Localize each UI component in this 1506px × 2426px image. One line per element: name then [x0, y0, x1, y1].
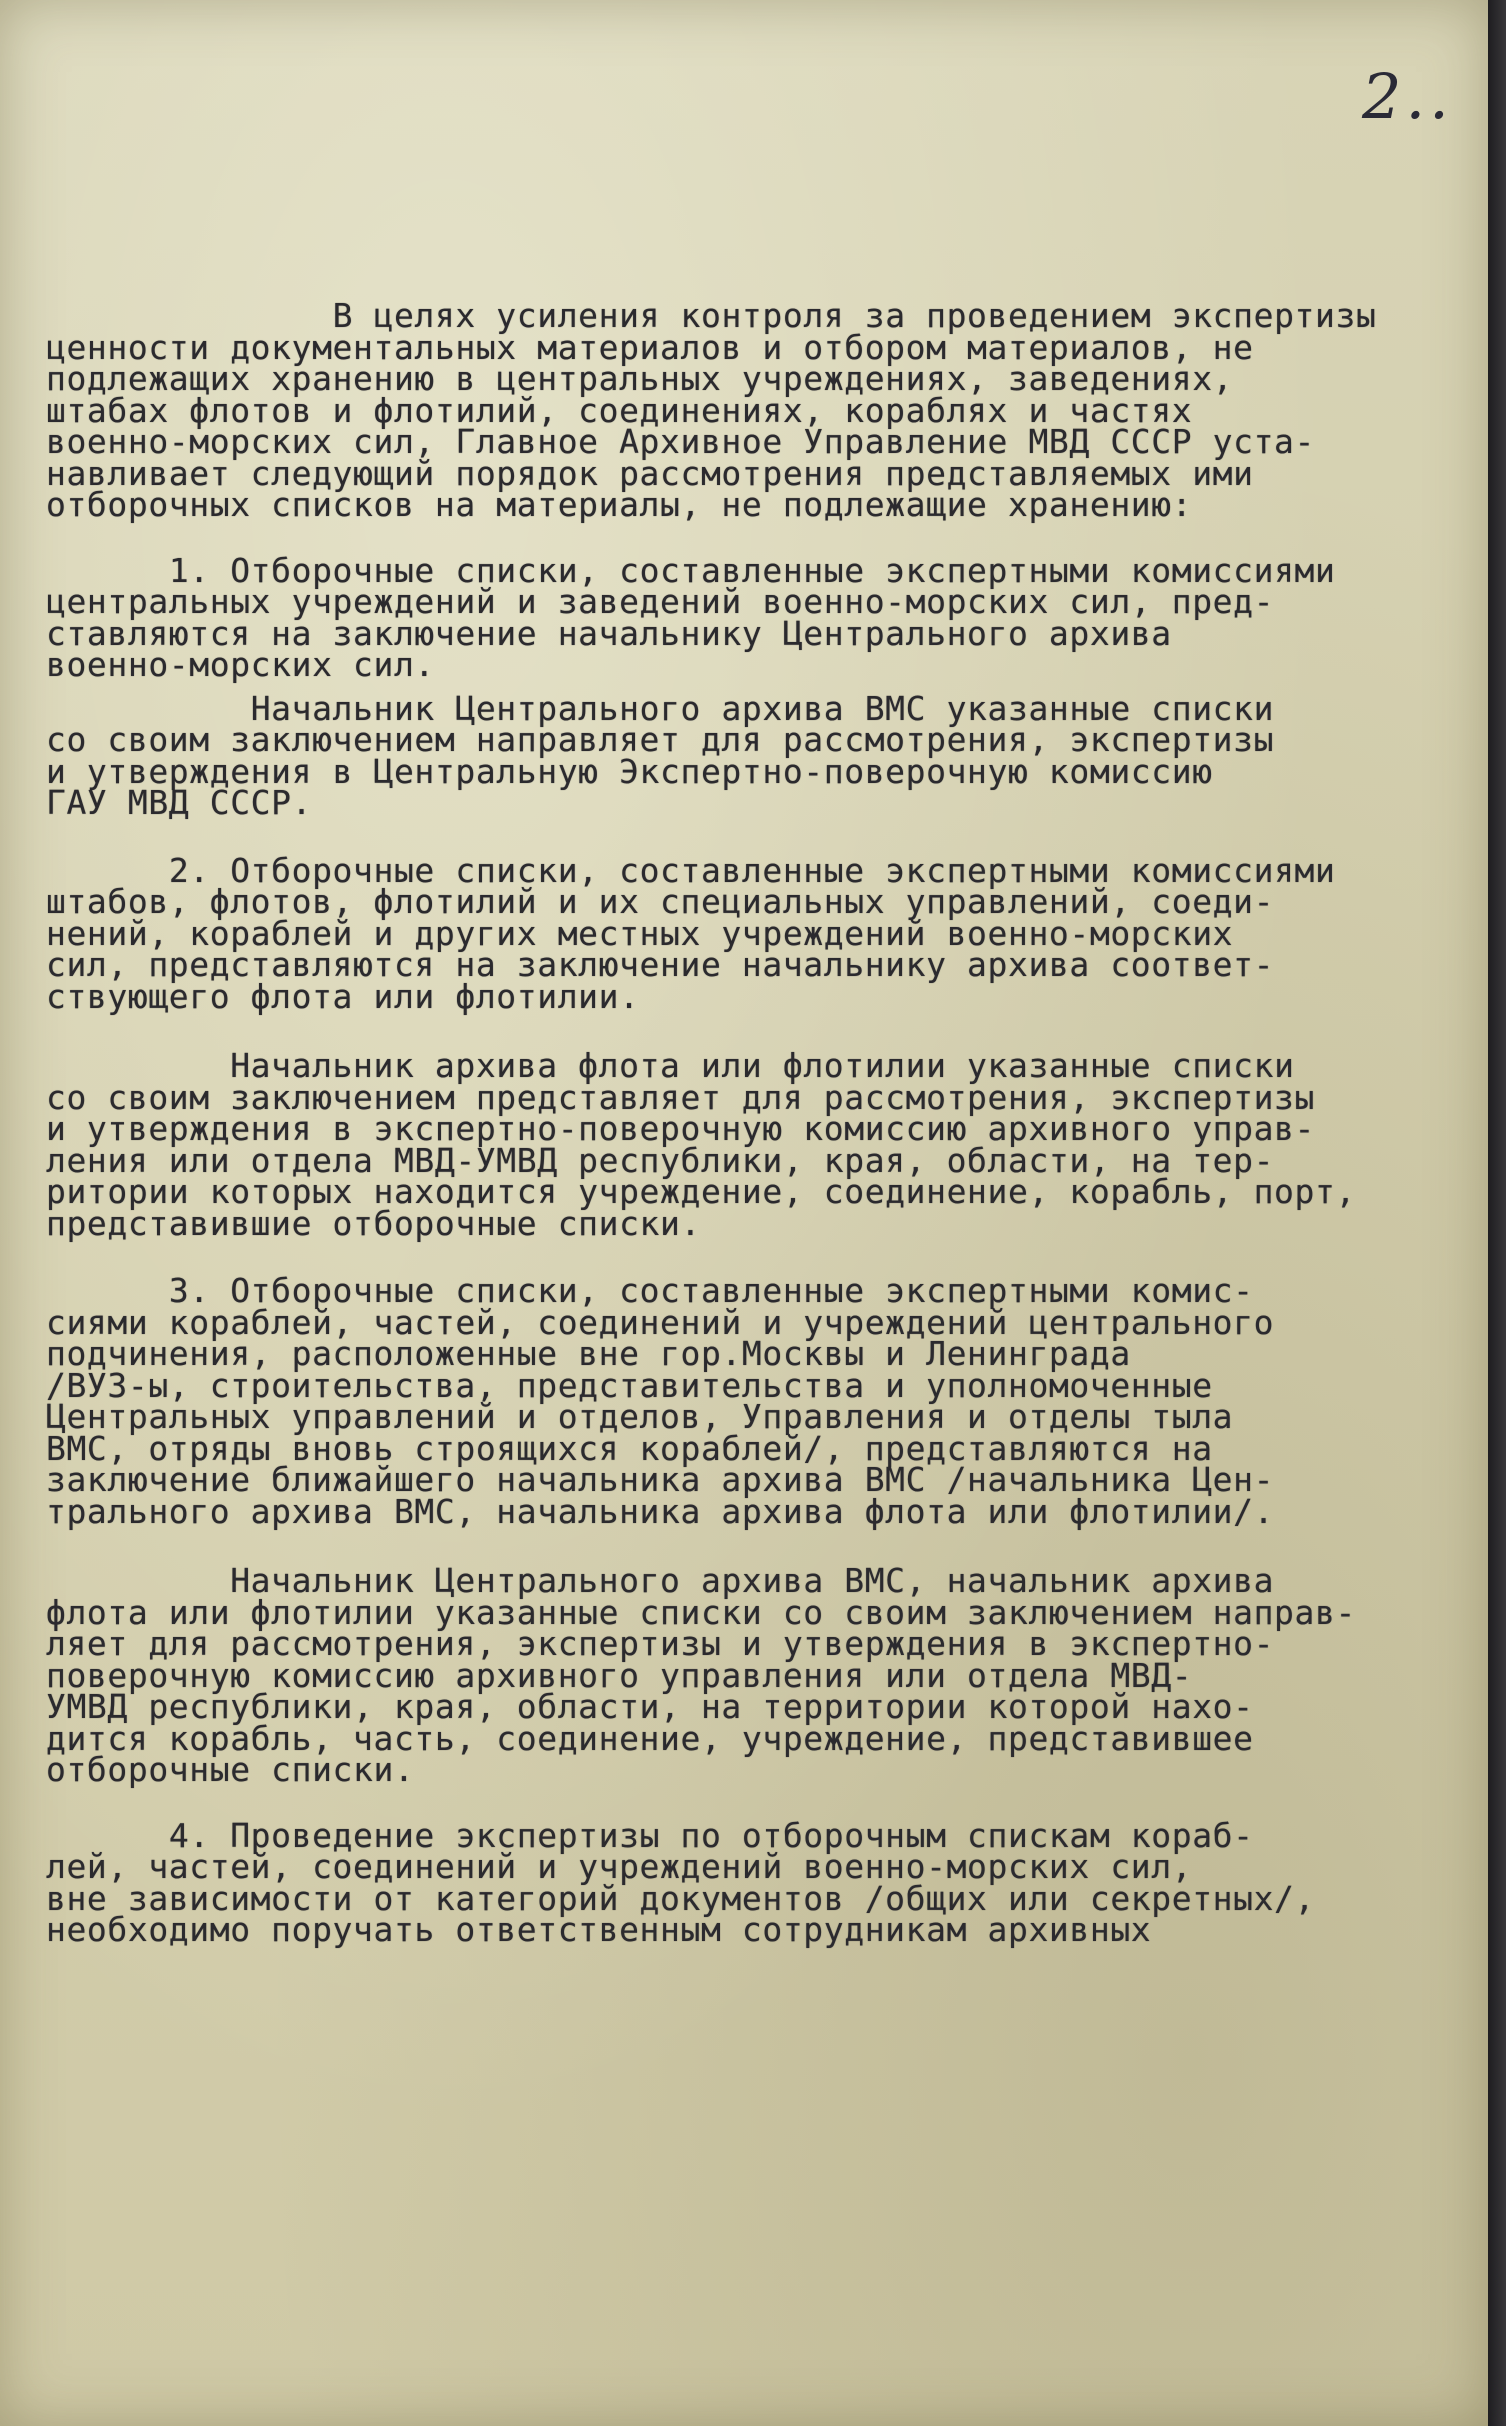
item-1-continuation: Начальник Центрального архива ВМС указанные списки со своим заключением направляет для рассмотрения, экспертизы и утверждения в Центральную Экспертно-поверочную комиссию ГАУ МВД СССР. [46, 688, 1275, 822]
item-3-continuation: Начальник Центрального архива ВМС, начальник архива флота или флотилии указанные списки со своим заключением направ- ляет для рассмотрения, экспертизы и утверждения в экспертно- поверочную комиссию архивного управления или отдела МВД- УМВД республики, края, области, на территории которой нахо- дится корабль, часть, соединение, учреждение, представившее отборочные списки. [46, 1561, 1356, 1789]
item-1-paragraph: 1. Отборочные списки, составленные экспертными комиссиями центральных учреждений и заведений военно-морских сил, пред- ставляются на заключение начальнику Центрального архива военно-морских сил. [46, 550, 1336, 684]
item-3-paragraph: 3. Отборочные списки, составленные экспертными комис- сиями кораблей, частей, соединений и учреждений центрального подчинения, расположенные вне гор.Москвы и Ленинграда /ВУЗ-ы, строительства, представительства и уполномоченные Центральных управлений и отделов, Управления и отделы тыла ВМС, отряды вновь строящихся кораблей/, представляются на заключение ближайшего начальника архива ВМС /начальника Цен- трального архива ВМС, начальника архива флота или флотилии/. [46, 1271, 1275, 1531]
page-number: 2.. [1362, 60, 1453, 133]
item-4-paragraph: 4. Проведение экспертизы по отборочным спискам кораб- лей, частей, соединений и учреждений военно-морских сил, вне зависимости от категорий документов /общих или секретных/, необходимо поручать ответственным сотрудникам архивных [46, 1815, 1315, 1949]
dark-background-edge [1488, 0, 1506, 2426]
document-body [46, 296, 1446, 1949]
intro-paragraph: В целях усиления контроля за проведением экспертизы ценности документальных материалов и отбором материалов, не подлежащих хранению в центральных учреждениях, заведениях, штабах флотов и флотилий, соединениях, кораблях и частях военно-морских сил, Главное Архивное Управление МВД СССР уста- навливает следующий порядок рассмотрения представляемых ими отборочных списков на материалы, не подлежащие хранению: [46, 296, 1377, 524]
item-2-paragraph: 2. Отборочные списки, составленные экспертными комиссиями штабов, флотов, флотилий и их специальных управлений, соеди- нений, кораблей и других местных учреждений военно-морских сил, представляются на заключение начальнику архива соответ- ствующего флота или флотилии. [46, 850, 1336, 1016]
item-2-continuation: Начальник архива флота или флотилии указанные списки со своим заключением представляет для рассмотрения, экспертизы и утверждения в экспертно-поверочную комиссию архивного управ- ления или отдела МВД-УМВД республики, края, области, на тер- ритории которых находится учреждение, соединение, корабль, порт, представившие отборочные списки. [46, 1046, 1356, 1243]
